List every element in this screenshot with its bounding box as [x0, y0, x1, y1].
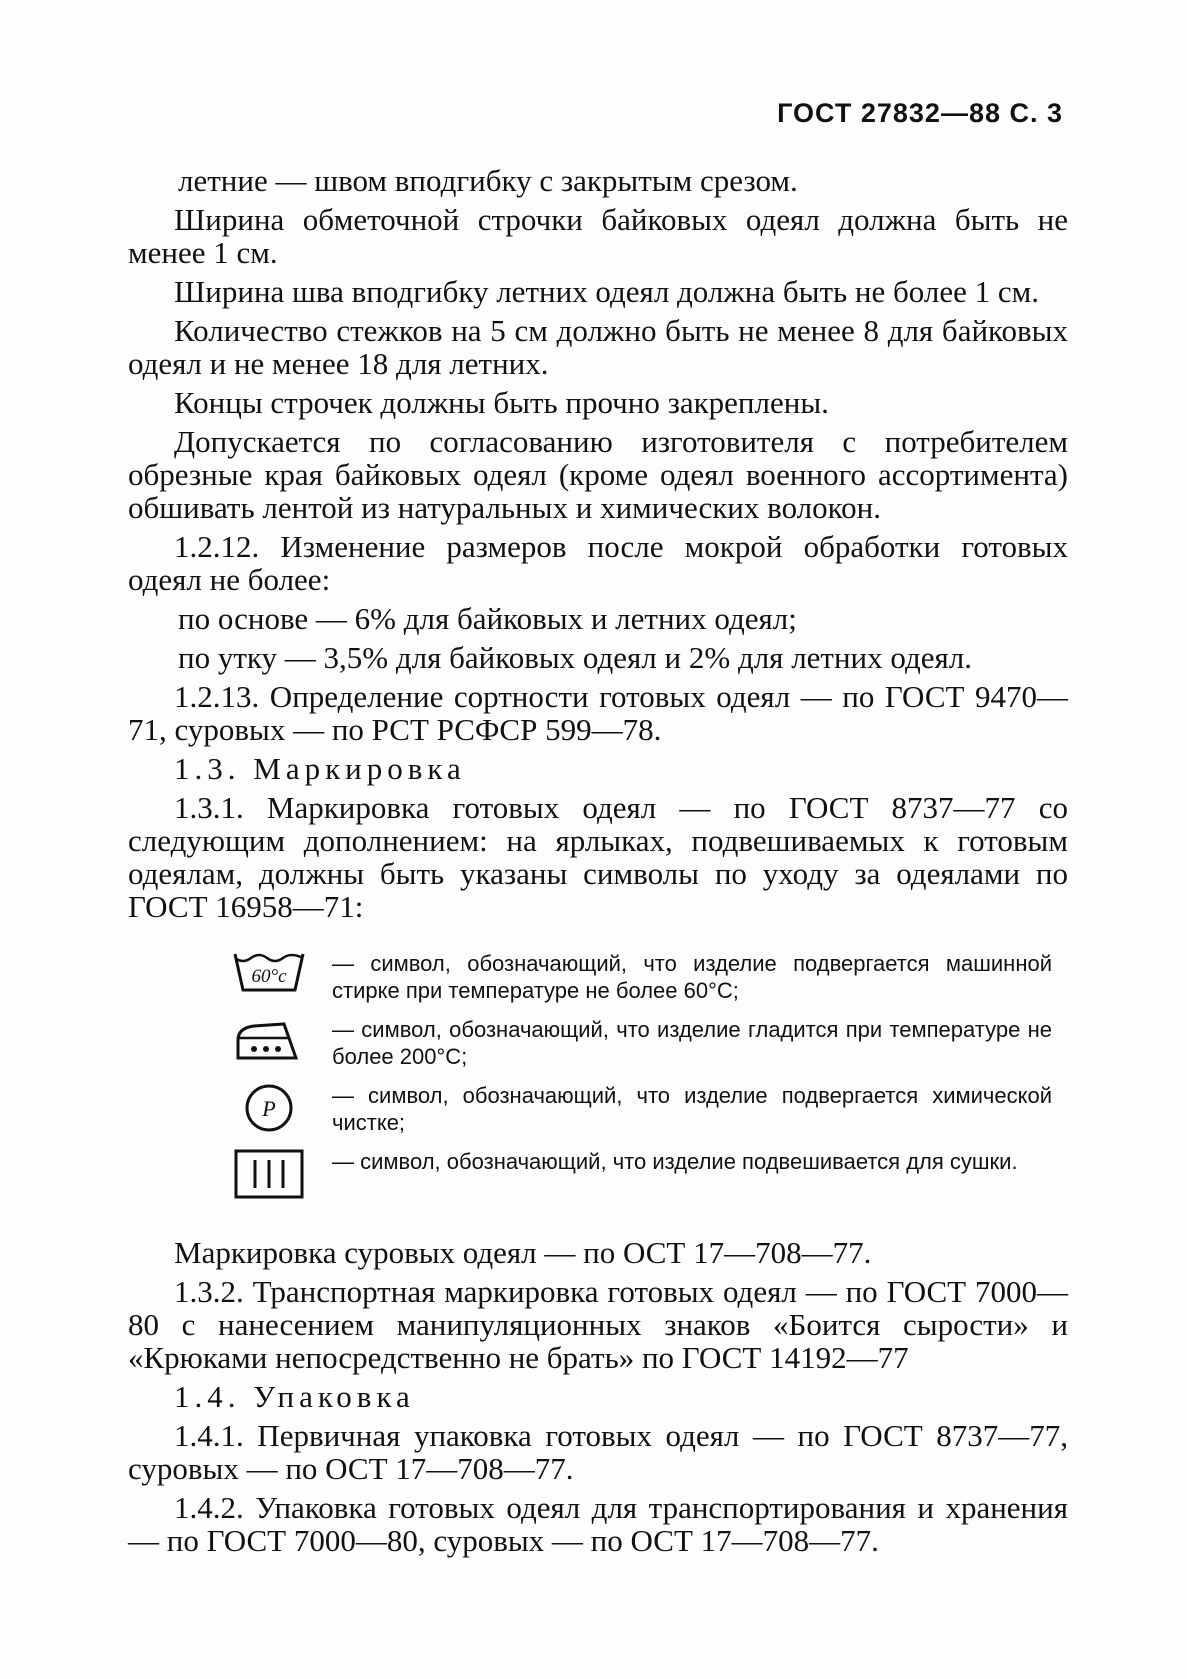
care-symbols-list	[228, 950, 1068, 1212]
iron-three-dots-icon	[228, 1016, 310, 1062]
care-symbol-description: — символ, обозначающий, что изделие гладится при температуре не более 200°С;	[332, 1017, 1052, 1069]
paragraph: Ширина шва вподгибку летних одеял должна быть не более 1 см.	[174, 274, 1040, 309]
wash-60-icon	[228, 950, 310, 994]
paragraph: 1.4.1. Первичная упаковка готовых одеял — по ГОСТ 8737—77, суровых — по ОСТ 17—708—77.	[128, 1418, 1068, 1486]
paragraph: 1.3.2. Транспортная маркировка готовых одеял — по ГОСТ 7000—80 с нанесением манипуляционных знаков «Боится сырости» и «Крюками непосредственно не брать» по ГОСТ 14192—77	[128, 1274, 1068, 1375]
paragraph: 1.4.2. Упаковка готовых одеял для транспортирования и хранения — по ГОСТ 7000—80, суровых — по ОСТ 17—708—77.	[128, 1490, 1068, 1558]
paragraph: Маркировка суровых одеял — по ОСТ 17—708—77.	[174, 1235, 872, 1270]
care-symbol-description: — символ, обозначающий, что изделие подвергается машинной стирке при температуре не более 60°С;	[332, 951, 1052, 1003]
hang-dry-icon	[228, 1148, 310, 1200]
paragraph: по основе — 6% для байковых и летних одеял;	[178, 601, 797, 636]
paragraph: Ширина обметочной строчки байковых одеял должна быть не менее 1 см.	[128, 202, 1068, 270]
care-symbol-row	[228, 1016, 1068, 1070]
section-heading: 1.4. Упаковка	[174, 1379, 415, 1414]
dry-clean-label: P	[262, 1096, 276, 1121]
care-symbol-row	[228, 1148, 1068, 1200]
paragraph: Количество стежков на 5 см должно быть не менее 8 для байковых одеял и не менее 18 для летних.	[128, 313, 1068, 381]
section-heading: 1.3. Маркировка	[174, 751, 466, 786]
paragraph: Концы строчек должны быть прочно закреплены.	[174, 385, 829, 420]
paragraph: летние — швом вподгибку с закрытым срезом.	[178, 163, 798, 198]
paragraph: по утку — 3,5% для байковых одеял и 2% для летних одеял.	[178, 640, 973, 675]
dry-clean-p-icon	[228, 1082, 310, 1134]
paragraph: 1.3.1. Маркировка готовых одеял — по ГОСТ 8737—77 со следующим дополнением: на ярлыках, подвешиваемых к готовым одеялам, должны быть указаны символы по уходу за одеялами по ГОСТ 16958—71:	[128, 790, 1068, 924]
body-text-top	[128, 164, 1068, 929]
paragraph: 1.2.13. Определение сортности готовых одеял — по ГОСТ 9470—71, суровых — по РСТ РСФСР 599—78.	[128, 679, 1068, 747]
care-symbol-description: — символ, обозначающий, что изделие подвергается химической чистке;	[332, 1083, 1052, 1135]
care-symbol-row	[228, 950, 1068, 1004]
page-header: ГОСТ 27832—88 С. 3	[777, 98, 1063, 128]
wash-temp-label: 60°c	[251, 966, 287, 987]
care-symbol-row	[228, 1082, 1068, 1136]
paragraph: Допускается по согласованию изготовителя с потребителем обрезные края байковых одеял (кроме одеял военного ассортимента) обшивать лентой из натуральных и химических волокон.	[128, 424, 1068, 525]
care-symbol-description: — символ, обозначающий, что изделие подвешивается для сушки.	[332, 1149, 1018, 1174]
paragraph: 1.2.12. Изменение размеров после мокрой обработки готовых одеял не более:	[128, 529, 1068, 597]
body-text-bottom	[128, 1236, 1068, 1563]
